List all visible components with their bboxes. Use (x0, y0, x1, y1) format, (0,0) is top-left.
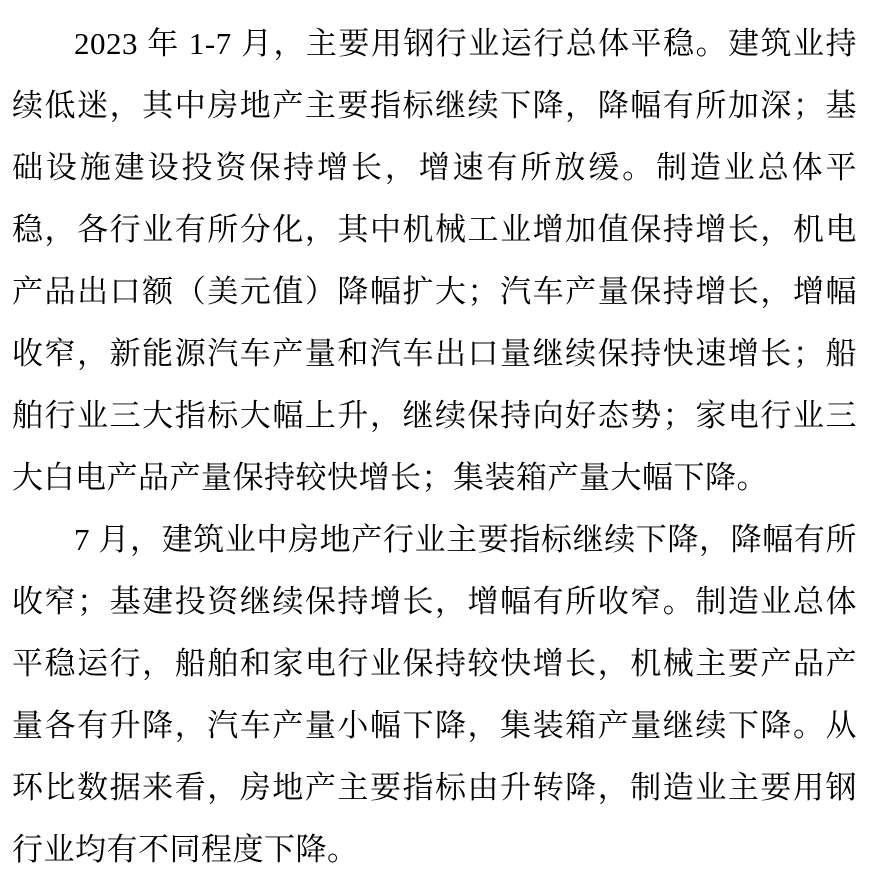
document-text-block (12, 13, 857, 881)
paragraph-overview-jan-jul: 2023 年 1-7 月，主要用钢行业运行总体平稳。建筑业持续低迷，其中房地产主要指标继续下降，降幅有所加深；基础设施建设投资保持增长，增速有所放缓。制造业总体平稳，各行业有所分化，其中机械工业增加值保持增长，机电产品出口额（美元值）降幅扩大；汽车产量保持增长，增幅收窄，新能源汽车产量和汽车出口量继续保持快速增长；船舶行业三大指标大幅上升，继续保持向好态势；家电行业三大白电产品产量保持较快增长；集装箱产量大幅下降。 (12, 26, 857, 495)
paragraph-july-detail: 7 月，建筑业中房地产行业主要指标继续下降，降幅有所收窄；基建投资继续保持增长，增幅有所收窄。制造业总体平稳运行，船舶和家电行业保持较快增长，机械主要产品产量各有升降，汽车产量小幅下降，集装箱产量继续下降。从环比数据来看，房地产主要指标由升转降，制造业主要用钢行业均有不同程度下降。 (12, 522, 857, 867)
